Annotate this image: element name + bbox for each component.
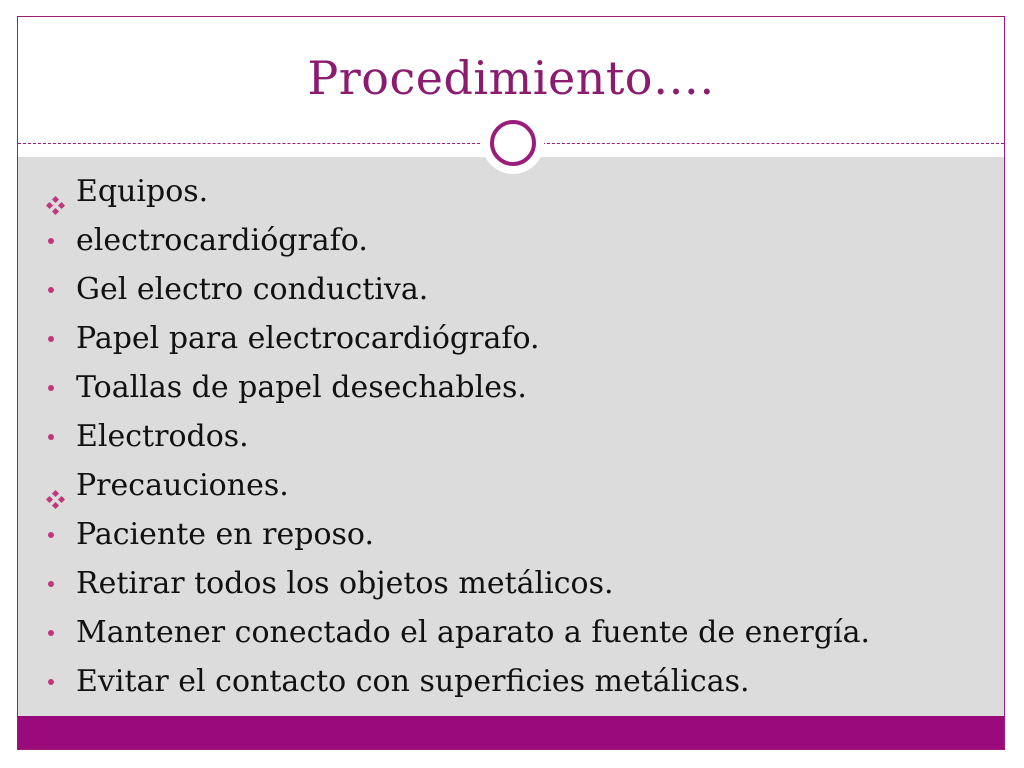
ring-inner — [490, 120, 536, 166]
list-item — [46, 265, 870, 314]
list-item-text: Mantener conectado el aparato a fuente de energía. — [76, 615, 871, 650]
list-item — [46, 314, 870, 363]
list-item — [46, 363, 870, 412]
list-item — [46, 461, 870, 510]
list-item-text: Papel para electrocardiógrafo. — [76, 321, 540, 356]
list-item-text: electrocardiógrafo. — [76, 223, 368, 258]
list-item — [46, 608, 870, 657]
list-item-text: Toallas de papel desechables. — [76, 370, 527, 405]
slide-frame — [17, 16, 1005, 750]
bullet-list — [46, 167, 870, 706]
list-item — [46, 559, 870, 608]
bottom-accent-bar — [18, 716, 1004, 749]
list-item — [46, 412, 870, 461]
list-item-text: Paciente en reposo. — [76, 517, 374, 552]
bullet-dot-icon — [48, 630, 54, 636]
list-item-text: Evitar el contacto con superficies metálicas. — [76, 664, 750, 699]
bullet-dot-icon — [48, 581, 54, 587]
list-item-text: Equipos. — [76, 174, 209, 209]
bullet-dot-icon — [48, 336, 54, 342]
list-item — [46, 510, 870, 559]
diamond-cluster-icon — [46, 476, 66, 496]
list-item — [46, 657, 870, 706]
slide-title: Procedimiento…. — [307, 51, 715, 105]
list-item-text: Electrodos. — [76, 419, 249, 454]
bullet-dot-icon — [48, 238, 54, 244]
list-item-text: Gel electro conductiva. — [76, 272, 429, 307]
ring-ornament-icon — [482, 112, 544, 174]
list-item — [46, 167, 870, 216]
bullet-dot-icon — [48, 532, 54, 538]
bullet-dot-icon — [48, 287, 54, 293]
list-item — [46, 216, 870, 265]
bullet-dot-icon — [48, 434, 54, 440]
bullet-dot-icon — [48, 385, 54, 391]
bullet-dot-icon — [48, 679, 54, 685]
list-item-text: Precauciones. — [76, 468, 289, 503]
diamond-cluster-icon — [46, 182, 66, 202]
list-item-text: Retirar todos los objetos metálicos. — [76, 566, 614, 601]
